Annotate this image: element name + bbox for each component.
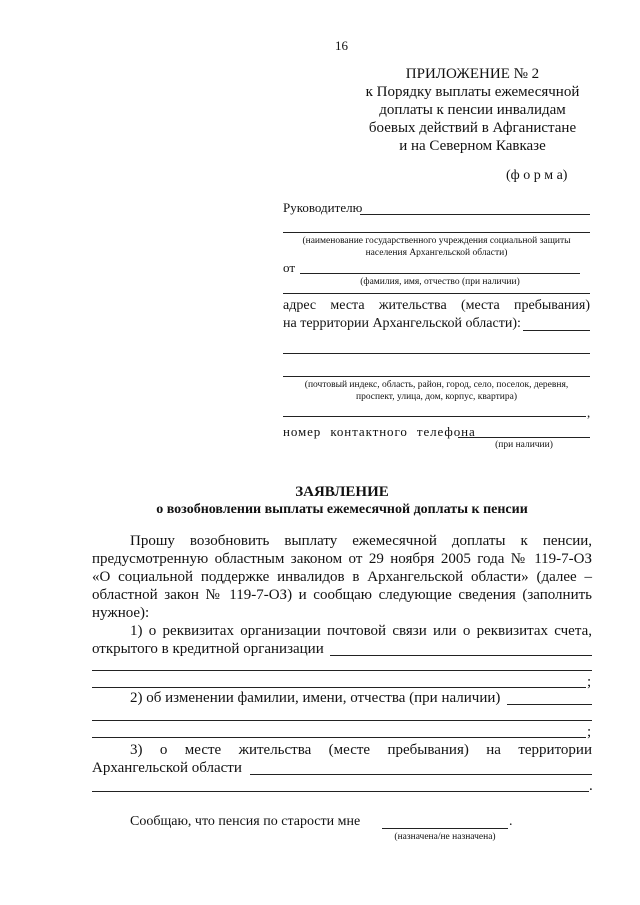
- address-line-2: на территории Архангельской области):: [283, 316, 521, 331]
- name-field-line-2[interactable]: [283, 293, 590, 294]
- item-1-field-line-2[interactable]: [92, 670, 592, 671]
- institution-hint-1: (наименование государственного учреждения социальной защиты: [302, 236, 571, 246]
- name-field-line[interactable]: [300, 273, 580, 274]
- paragraph-1-line-3: «О социальной поддержке инвалидов в Архангельской области» (далее –: [92, 569, 592, 585]
- address-hint-1: (почтовый индекс, область, район, город, село, поселок, деревня,: [304, 380, 569, 390]
- item-3-field-line-1[interactable]: [250, 774, 592, 775]
- item-3-period: .: [589, 778, 593, 794]
- item-2-semicolon: ;: [587, 724, 592, 740]
- address-field-line-4[interactable]: [283, 416, 586, 417]
- paragraph-1-line-1: Прошу возобновить выплату ежемесячной доплаты к пенсии,: [130, 533, 592, 549]
- institution-hint-2: населения Архангельской области): [365, 248, 508, 258]
- address-field-line-3[interactable]: [283, 376, 590, 377]
- item-3-line-1: 3) о месте жительства (месте пребывания) на территории: [130, 742, 592, 758]
- appendix-line-1: ПРИЛОЖЕНИЕ № 2: [405, 66, 540, 82]
- item-1-line-1: 1) о реквизитах организации почтовой связи или о реквизитах счета,: [130, 623, 592, 639]
- page-number: 16: [335, 38, 348, 53]
- item-2-text: 2) об изменении фамилии, имени, отчества (при наличии): [130, 690, 501, 706]
- item-1-field-line-3[interactable]: [92, 687, 586, 688]
- appendix-line-2: к Порядку выплаты ежемесячной: [365, 84, 580, 100]
- phone-field-line[interactable]: [458, 437, 590, 438]
- from-label: от: [283, 260, 296, 275]
- item-3-line-2: Архангельской области: [92, 760, 242, 776]
- document-subtitle: о возобновлении выплаты ежемесячной доплаты к пенсии: [156, 502, 528, 517]
- item-1-field-line-1[interactable]: [330, 655, 592, 656]
- appendix-line-3: доплаты к пенсии инвалидам: [379, 102, 566, 118]
- item-2-field-line-1[interactable]: [507, 704, 592, 705]
- item-2-field-line-3[interactable]: [92, 737, 586, 738]
- item-1-semicolon: ;: [587, 674, 592, 690]
- address-field-line-2[interactable]: [283, 353, 590, 354]
- address-comma: ,: [587, 405, 591, 420]
- institution-field-line-1[interactable]: [360, 214, 590, 215]
- to-label: Руководителю: [283, 200, 363, 215]
- item-3-field-line-2[interactable]: [92, 791, 589, 792]
- pension-text: Сообщаю, что пенсия по старости мне: [130, 814, 361, 829]
- paragraph-1-line-2: предусмотренную областным законом от 29 ноября 2005 года № 119-7-ОЗ: [92, 551, 592, 567]
- pension-field-line[interactable]: [382, 828, 508, 829]
- pension-period: .: [509, 814, 513, 829]
- appendix-line-5: и на Северном Кавказе: [399, 138, 546, 154]
- address-hint-2: проспект, улица, дом, корпус, квартира): [355, 392, 517, 402]
- item-2-field-line-2[interactable]: [92, 720, 592, 721]
- form-label: (ф о р м а): [506, 168, 568, 183]
- name-hint: (фамилия, имя, отчество (при наличии): [360, 277, 520, 287]
- phone-hint: (при наличии): [495, 440, 553, 450]
- address-field-line-1[interactable]: [523, 330, 590, 331]
- address-line-1: адрес места жительства (места пребывания): [283, 298, 590, 313]
- appendix-line-4: боевых действий в Афганистане: [368, 120, 577, 136]
- pension-hint: (назначена/не назначена): [394, 832, 496, 842]
- item-1-line-2: открытого в кредитной организации: [92, 641, 324, 657]
- document-title: ЗАЯВЛЕНИЕ: [295, 484, 389, 500]
- paragraph-1-line-5: нужное):: [92, 605, 150, 621]
- paragraph-1-line-4: областной закон № 119-7-ОЗ) и сообщаю следующие сведения (заполнить: [92, 587, 592, 603]
- institution-field-line-2[interactable]: [283, 232, 590, 233]
- phone-label: номер контактного телефона: [283, 424, 476, 439]
